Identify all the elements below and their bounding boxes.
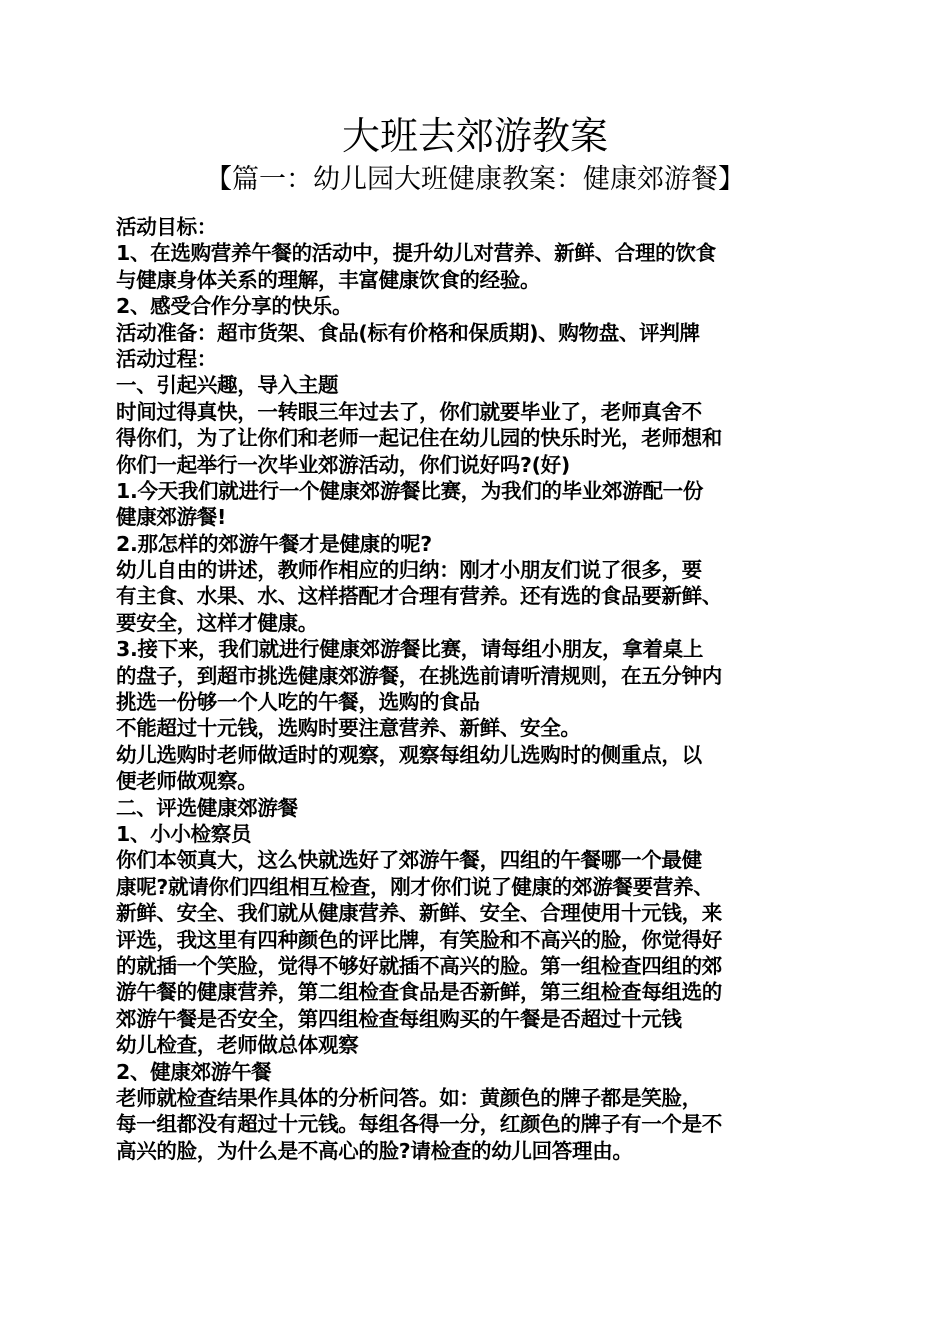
body-line: 每一组都没有超过十元钱。每组各得一分，红颜色的牌子有一个是不 xyxy=(116,1112,722,1137)
body-line: 新鲜、安全、我们就从健康营养、新鲜、安全、合理使用十元钱，来 xyxy=(116,901,722,926)
body-line: 2、健康郊游午餐 xyxy=(116,1059,272,1084)
body-line: 老师就检查结果作具体的分析问答。如：黄颜色的牌子都是笑脸， xyxy=(116,1085,702,1110)
body-line: 的盘子，到超市挑选健康郊游餐，在挑选前请听清规则，在五分钟内 xyxy=(116,663,722,688)
body-line: 1、在选购营养午餐的活动中，提升幼儿对营养、新鲜、合理的饮食 xyxy=(116,241,716,266)
body-line: 要安全，这样才健康。 xyxy=(116,610,318,635)
body-line: 健康郊游餐! xyxy=(116,505,227,530)
body-line: 便老师做观察。 xyxy=(116,769,258,794)
body-line: 得你们，为了让你们和老师一起记住在幼儿园的快乐时光，老师想和 xyxy=(116,426,722,451)
body-line: 时间过得真快，一转眼三年过去了，你们就要毕业了，老师真舍不 xyxy=(116,399,702,424)
body-line: 与健康身体关系的理解，丰富健康饮食的经验。 xyxy=(116,267,541,292)
document-body xyxy=(116,214,838,1164)
body-line: 一、引起兴趣，导入主题 xyxy=(116,373,339,398)
document-title: 大班去郊游教案 xyxy=(341,114,608,158)
body-line: 高兴的脸，为什么是不高心的脸?请检查的幼儿回答理由。 xyxy=(116,1138,633,1163)
body-line: 活动目标： xyxy=(116,215,217,239)
body-line: 2、感受合作分享的快乐。 xyxy=(116,294,353,319)
body-line: 幼儿自由的讲述，教师作相应的归纳：刚才小朋友们说了很多，要 xyxy=(116,558,702,583)
body-line: 幼儿检查，老师做总体观察 xyxy=(116,1033,359,1058)
body-line: 3.接下来，我们就进行健康郊游餐比赛，请每组小朋友，拿着桌上 xyxy=(116,637,704,662)
body-line: 1、小小检察员 xyxy=(116,821,252,846)
body-line: 有主食、水果、水、这样搭配才合理有营养。还有选的食品要新鲜、 xyxy=(116,584,722,609)
body-line: 1.今天我们就进行一个健康郊游餐比赛，为我们的毕业郊游配一份 xyxy=(116,478,704,503)
body-line: 挑选一份够一个人吃的午餐，选购的食品 xyxy=(116,690,480,715)
body-line: 康呢?就请你们四组相互检查，刚才你们说了健康的郊游餐要营养、 xyxy=(116,874,714,899)
document-subtitle: 【篇一：幼儿园大班健康教案：健康郊游餐】 xyxy=(205,164,745,195)
body-line: 活动准备：超市货架、食品(标有价格和保质期)、购物盘、评判牌 xyxy=(116,320,700,345)
body-line: 你们一起举行一次毕业郊游活动，你们说好吗?(好) xyxy=(116,452,570,477)
body-line: 游午餐的健康营养，第二组检查食品是否新鲜，第三组检查每组选的 xyxy=(116,980,722,1005)
body-line: 评选，我这里有四种颜色的评比牌，有笑脸和不高兴的脸，你觉得好 xyxy=(116,927,722,952)
body-line: 二、评选健康郊游餐 xyxy=(116,795,298,820)
body-line: 的就插一个笑脸，觉得不够好就插不高兴的脸。第一组检查四组的郊 xyxy=(116,953,722,978)
body-line: 你们本领真大，这么快就选好了郊游午餐，四组的午餐哪一个最健 xyxy=(116,848,702,873)
body-line: 幼儿选购时老师做适时的观察，观察每组幼儿选购时的侧重点，以 xyxy=(116,742,702,767)
body-line: 活动过程： xyxy=(116,346,217,371)
body-line: 2.那怎样的郊游午餐才是健康的呢? xyxy=(116,531,432,556)
body-line: 不能超过十元钱，选购时要注意营养、新鲜、安全。 xyxy=(116,716,581,741)
body-line: 郊游午餐是否安全，第四组检查每组购买的午餐是否超过十元钱 xyxy=(116,1006,682,1031)
